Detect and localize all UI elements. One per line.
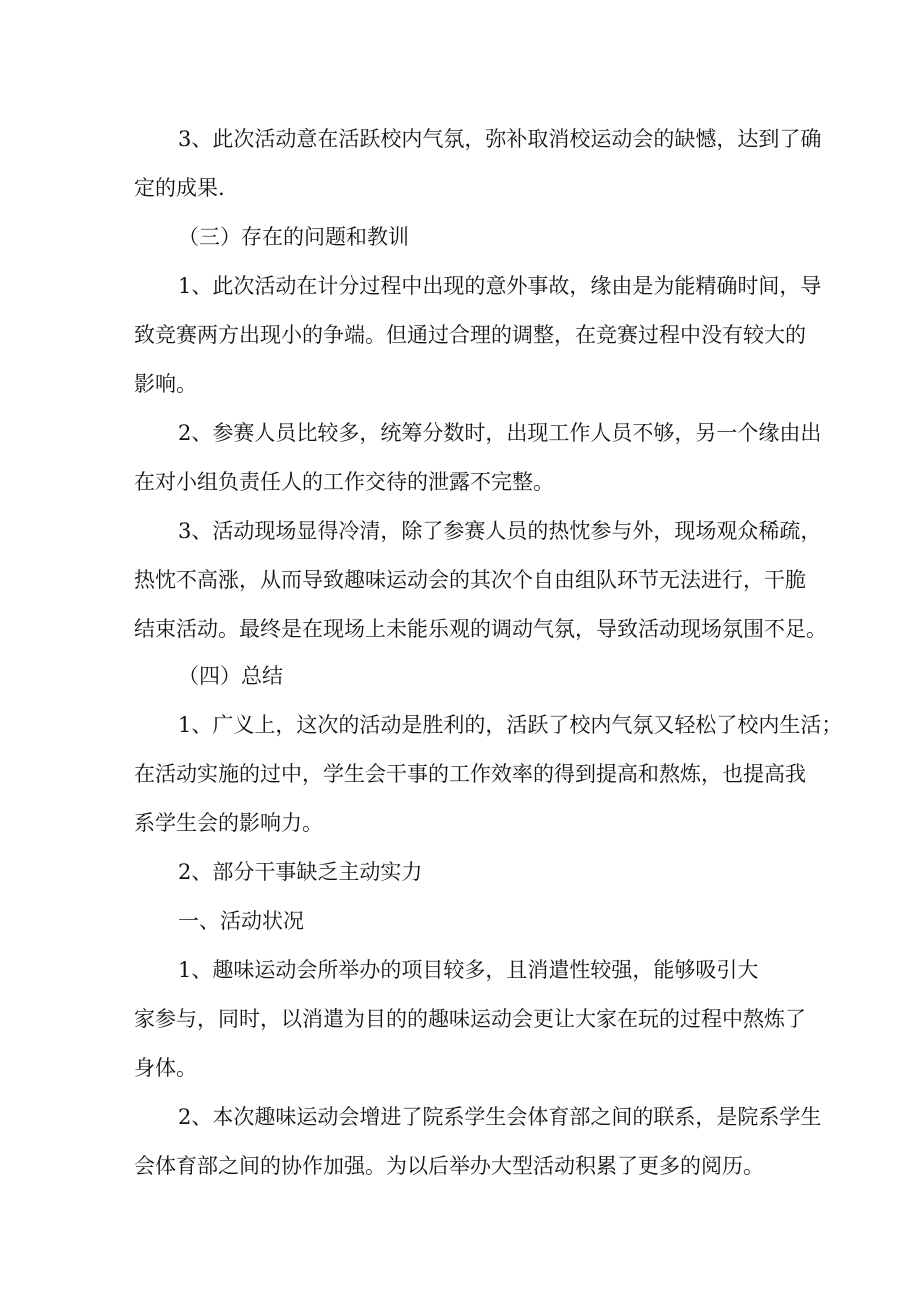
paragraph-line: 2、部分干事缺乏主动实力 bbox=[178, 860, 423, 884]
paragraph-line: 结束活动。最终是在现场上未能乐观的调动气氛，导致活动现场氛围不足。 bbox=[134, 617, 827, 641]
paragraph-line: 系学生会的影响力。 bbox=[134, 811, 323, 835]
paragraph-line: 家参与，同时，以消遣为目的的趣味运动会更让大家在玩的过程中熬炼了 bbox=[134, 1007, 806, 1031]
paragraph-line: 2、参赛人员比较多，统筹分数时，出现工作人员不够，另一个缘由出 bbox=[178, 421, 822, 445]
paragraph-line: 3、活动现场显得冷清，除了参赛人员的热忱参与外，现场观众稀疏， bbox=[178, 519, 822, 543]
paragraph-line: 热忱不高涨，从而导致趣味运动会的其次个自由组队环节无法进行，干脆 bbox=[134, 568, 806, 592]
section-heading: 一、活动状况 bbox=[178, 909, 304, 933]
paragraph-line: 2、本次趣味运动会增进了院系学生会体育部之间的联系，是院系学生 bbox=[178, 1105, 822, 1129]
paragraph-line: 致竞赛两方出现小的争端。但通过合理的调整，在竞赛过程中没有较大的 bbox=[134, 323, 806, 347]
paragraph-line: 1、广义上，这次的活动是胜利的，活跃了校内气氛又轻松了校内生活； bbox=[178, 713, 843, 737]
paragraph-line: 3、此次活动意在活跃校内气氛，弥补取消校运动会的缺憾，达到了确 bbox=[178, 127, 822, 151]
section-heading: （三）存在的问题和教训 bbox=[178, 225, 409, 249]
paragraph-line: 影响。 bbox=[134, 372, 197, 396]
paragraph-line: 1、趣味运动会所举办的项目较多，且消遣性较强，能够吸引大 bbox=[178, 958, 759, 982]
paragraph-line: 定的成果. bbox=[134, 176, 225, 200]
paragraph-line: 会体育部之间的协作加强。为以后举办大型活动积累了更多的阅历。 bbox=[134, 1154, 764, 1178]
section-heading: （四）总结 bbox=[178, 664, 283, 688]
paragraph-line: 在活动实施的过中，学生会干事的工作效率的得到提高和熬炼，也提高我 bbox=[134, 762, 806, 786]
paragraph-line: 1、此次活动在计分过程中出现的意外事故，缘由是为能精确时间，导 bbox=[178, 274, 822, 298]
paragraph-line: 身体。 bbox=[134, 1056, 197, 1080]
paragraph-line: 在对小组负责任人的工作交待的泄露不完整。 bbox=[134, 470, 554, 494]
